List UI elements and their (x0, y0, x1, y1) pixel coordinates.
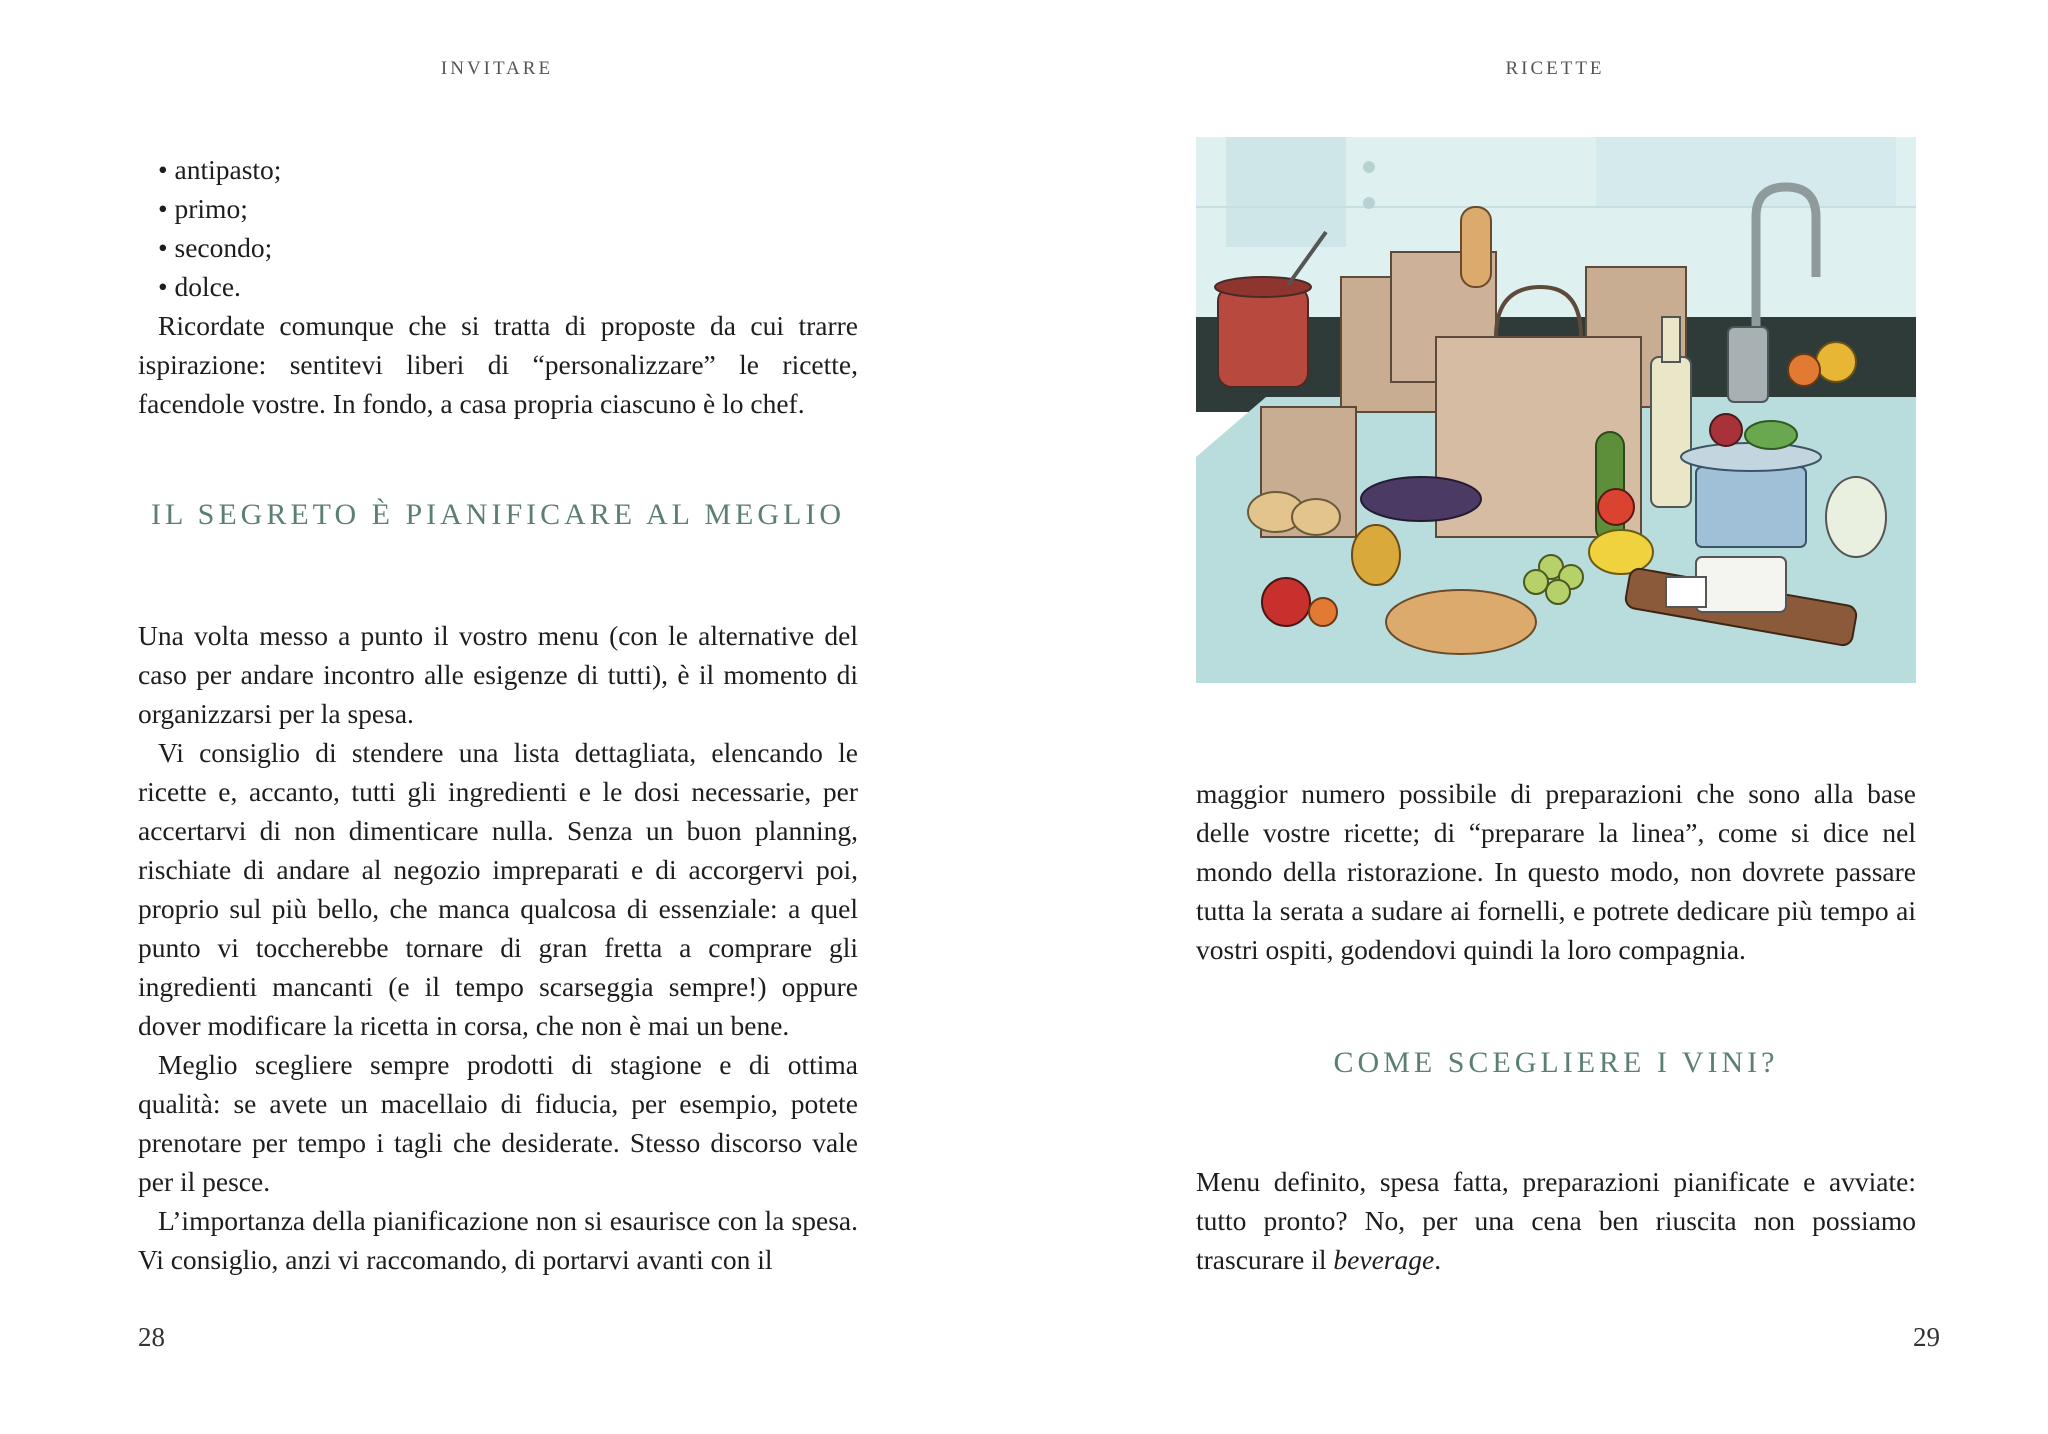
paragraph-end: . (1434, 1244, 1442, 1275)
section-heading-planning: IL SEGRETO È PIANIFICARE AL MEGLIO (150, 498, 846, 531)
running-head-right: RICETTE (1505, 58, 1605, 79)
bullet-list-block (138, 150, 858, 423)
right-page (1024, 0, 2048, 1434)
section-heading-wines: COME SCEGLIERE I VINI? (1333, 1046, 1779, 1079)
italic-term: beverage (1333, 1244, 1435, 1275)
page-number-right: 29 (1913, 1322, 1940, 1352)
running-head-left: INVITARE (440, 58, 554, 79)
wines-body (1196, 1162, 1916, 1279)
paragraph-text: Menu definito, spesa fatta, preparazioni pianificate e avviate: tutto pronto? No, per una cena ben riuscita non possiamo trascurare il (1196, 1166, 1916, 1275)
page-number-left: 28 (138, 1322, 165, 1352)
continued-body (1196, 774, 1916, 969)
planning-body (138, 616, 858, 1279)
paragraph: L’importanza della pianificazione non si esaurisce con la spesa. Vi consiglio, anzi vi raccomando, di portarvi avanti con il (138, 1205, 858, 1275)
paragraph: Meglio scegliere sempre prodotti di stagione e di ottima qualità: se avete un macellaio di fiducia, per esempio, potete prenotare per tempo i tagli che desiderate. Stesso discorso vale per il pesce. (138, 1049, 858, 1197)
list-item: • antipasto; (158, 154, 282, 185)
paragraph: maggior numero possibile di preparazioni che sono alla base delle vostre ricette; di “preparare la linea”, come si dice nel mondo della ristorazione. In questo modo, non dovrete passare tutta la serata a sudare ai fornelli, e potrete dedicare più tempo ai vostri ospiti, godendovi quindi la loro compagnia. (1196, 778, 1916, 965)
paragraph: Una volta messo a punto il vostro menu (con le alternative del caso per andare incontro alle esigenze di tutti), è il momento di organizzarsi per la spesa. (138, 620, 858, 729)
list-item: • dolce. (158, 271, 241, 302)
list-item: • primo; (158, 193, 248, 224)
paragraph (1196, 1162, 1916, 1279)
paragraph: Vi consiglio di stendere una lista dettagliata, elencando le ricette e, accanto, tutti gli ingredienti e le dosi necessarie, per accertarvi di non dimenticare nulla. Senza un buon planning, rischiate di andare al negozio impreparati e di accorgervi poi, proprio sul più bello, che manca qualcosa di essenziale: a quel punto vi toccherebbe tornare di gran fretta a comprare gli ingredienti mancanti (e il tempo scarseggia sempre!) oppure dover modificare la ricetta in corsa, che non è mai un bene. (138, 737, 858, 1041)
list-item: • secondo; (158, 232, 273, 263)
grocery-illustration (1196, 137, 1916, 683)
intro-paragraph: Ricordate comunque che si tratta di proposte da cui trarre ispirazione: sentitevi liberi di “personalizzare” le ricette, facendole vostre. In fondo, a casa propria ciascuno è lo chef. (138, 310, 858, 419)
